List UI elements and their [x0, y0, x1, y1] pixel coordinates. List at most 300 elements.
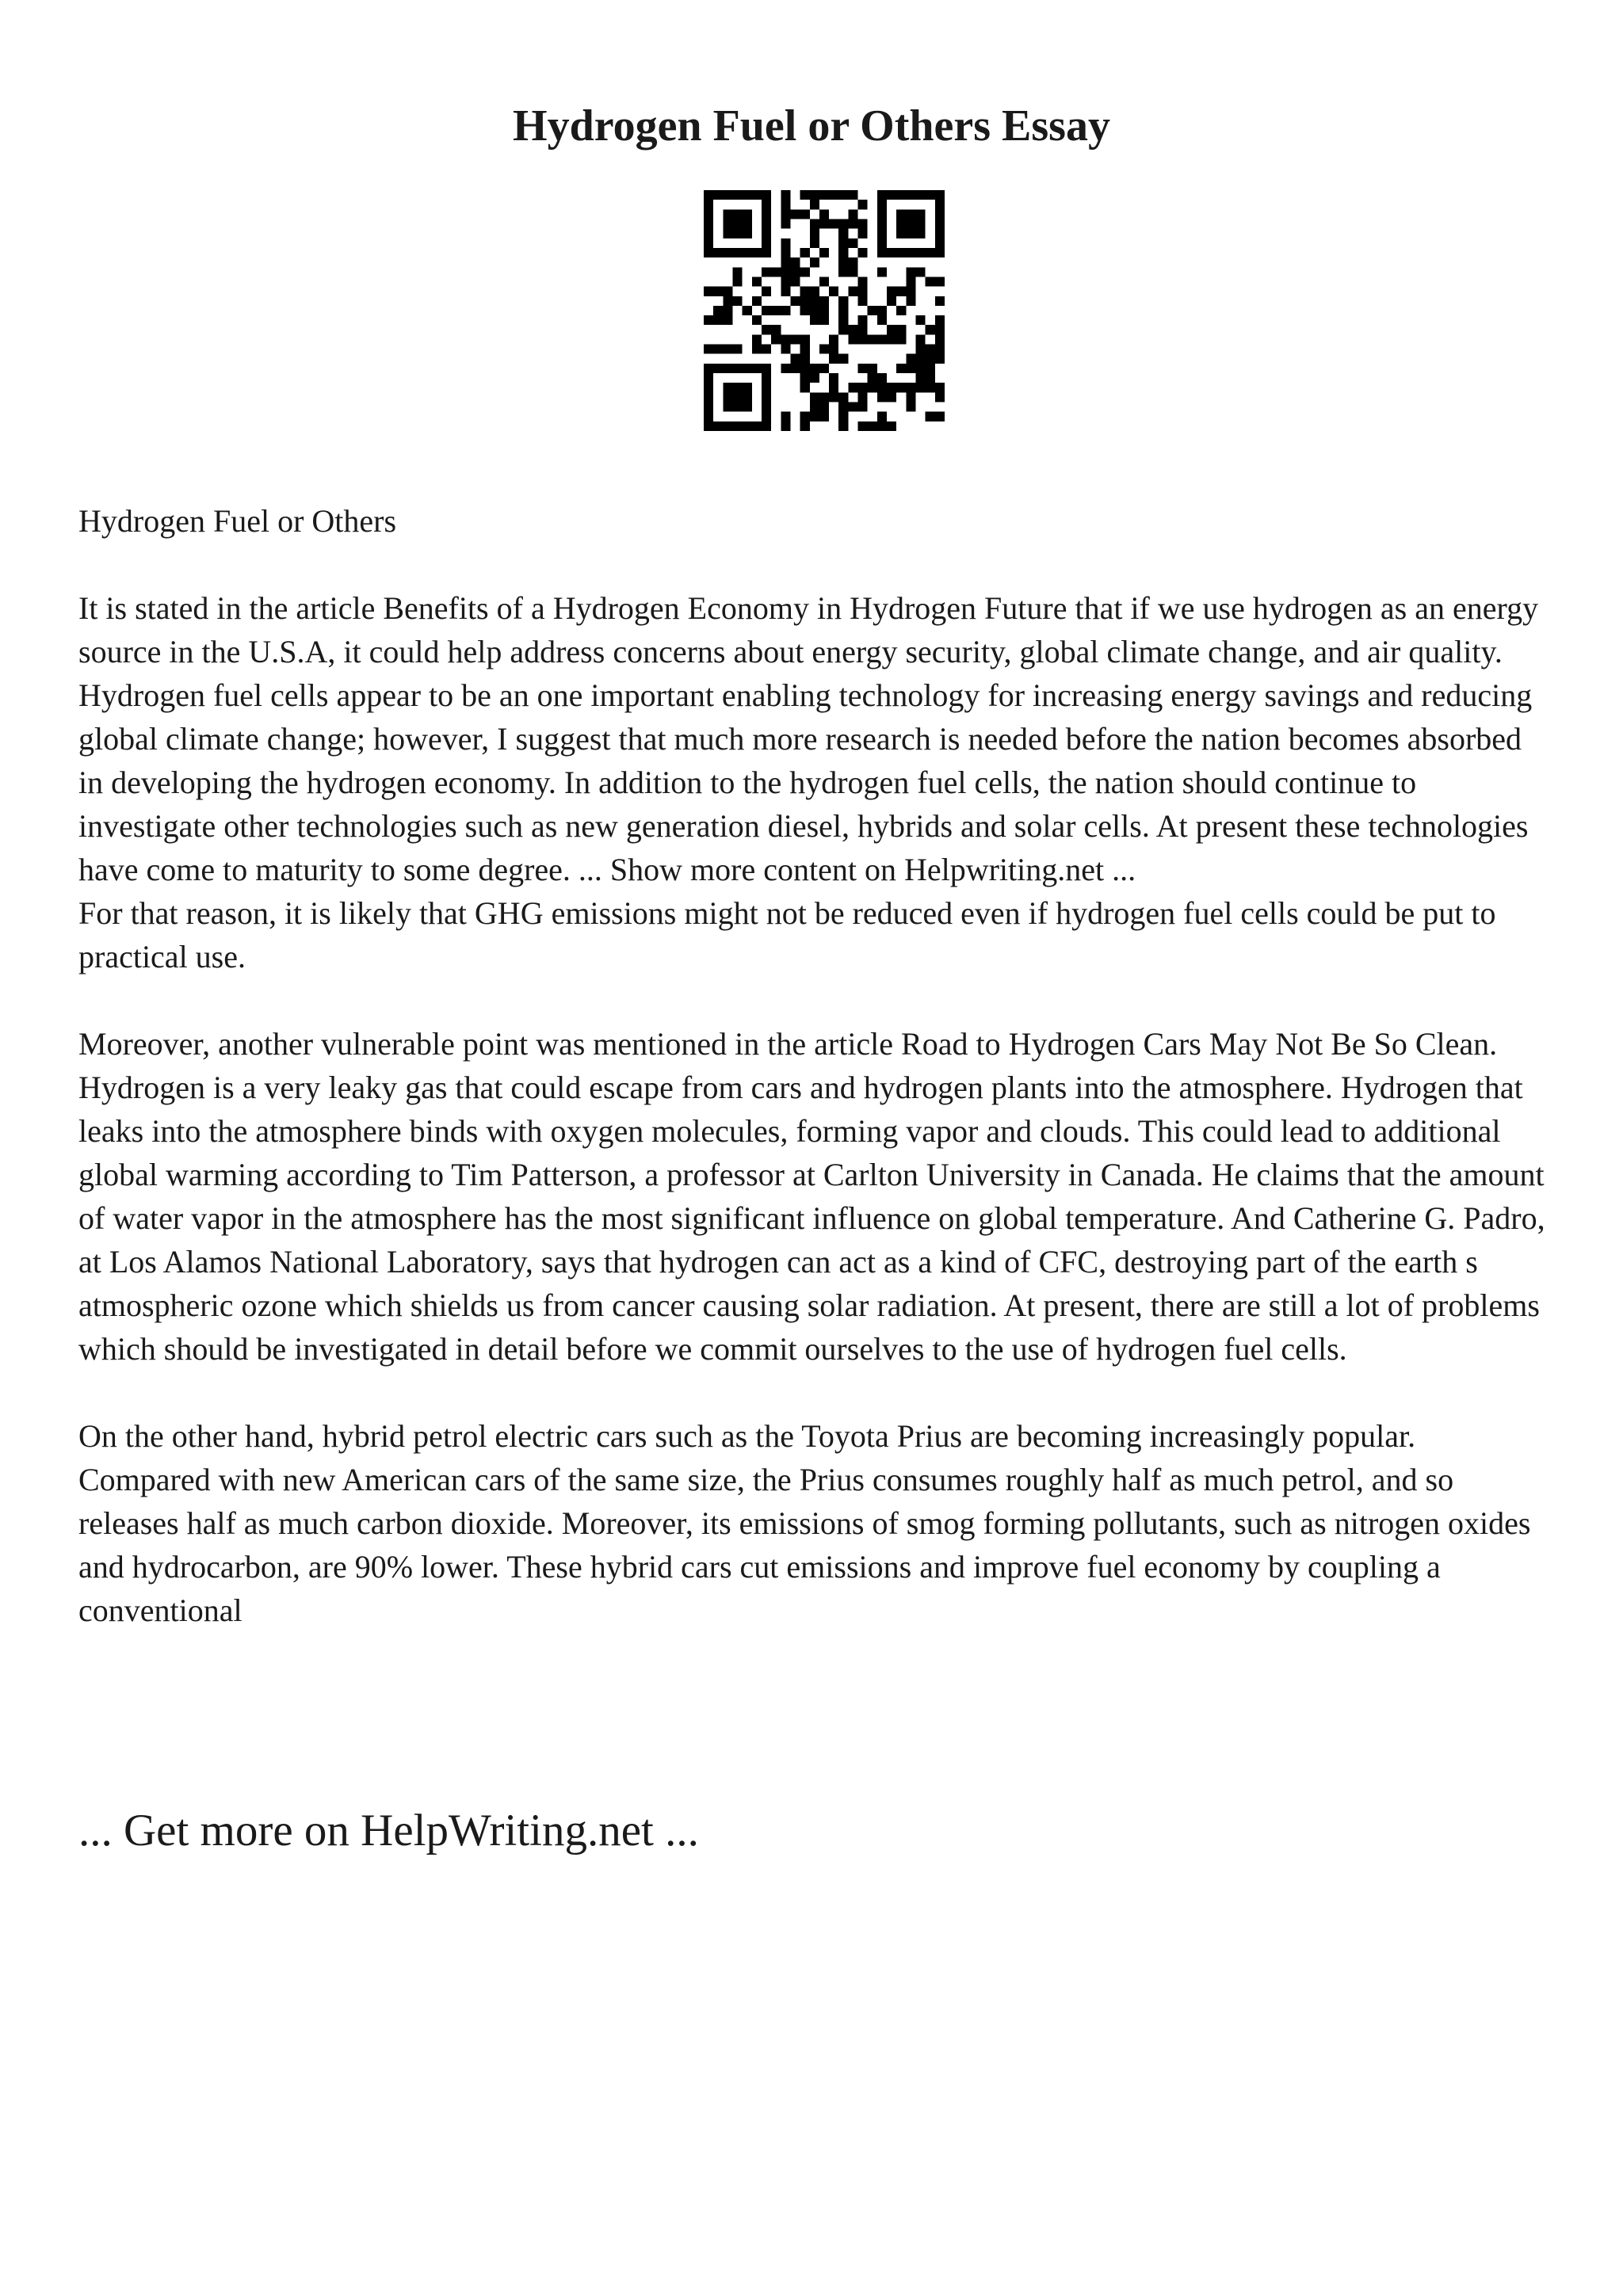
- qr-module: [829, 219, 838, 228]
- qr-module: [906, 402, 915, 412]
- qr-module: [935, 296, 945, 306]
- qr-module: [704, 209, 713, 219]
- qr-module: [810, 412, 819, 421]
- qr-module: [790, 354, 800, 364]
- qr-module: [819, 190, 829, 200]
- qr-module: [916, 354, 926, 364]
- qr-module: [838, 190, 848, 200]
- qr-module: [887, 287, 896, 296]
- show-more-link[interactable]: ... Show more content on Helpwriting.net ...: [578, 852, 1136, 887]
- qr-module: [887, 383, 896, 392]
- qr-module: [887, 334, 896, 344]
- qr-module: [829, 354, 838, 364]
- qr-module: [800, 373, 810, 383]
- qr-module: [704, 383, 713, 392]
- qr-module: [819, 306, 829, 315]
- qr-module: [916, 373, 926, 383]
- qr-module: [743, 383, 752, 392]
- qr-module: [790, 257, 800, 267]
- qr-module: [732, 277, 742, 286]
- qr-module: [723, 219, 732, 228]
- qr-module: [838, 392, 848, 402]
- qr-module: [800, 334, 810, 344]
- qr-module: [926, 277, 935, 286]
- qr-module: [916, 248, 926, 257]
- qr-module: [781, 277, 790, 286]
- qr-module: [781, 238, 790, 248]
- qr-module: [800, 421, 810, 431]
- qr-module: [762, 190, 771, 200]
- qr-module: [732, 248, 742, 257]
- qr-module: [800, 383, 810, 392]
- qr-module: [896, 248, 906, 257]
- qr-module: [800, 209, 810, 219]
- qr-module: [887, 325, 896, 334]
- qr-module: [858, 392, 868, 402]
- qr-module: [752, 248, 762, 257]
- qr-module: [906, 229, 915, 238]
- qr-module: [771, 325, 781, 334]
- qr-module: [732, 345, 742, 354]
- qr-module: [752, 296, 762, 306]
- qr-module: [819, 277, 829, 286]
- qr-module: [819, 364, 829, 373]
- qr-module: [732, 229, 742, 238]
- qr-module: [781, 209, 790, 219]
- qr-module: [848, 287, 857, 296]
- qr-module: [762, 248, 771, 257]
- qr-module: [743, 421, 752, 431]
- essay-paragraph-2: For that reason, it is likely that GHG emissions might not be reduced even if hydrogen fuel cells could be put to practical use.: [78, 895, 1496, 974]
- qr-module: [838, 257, 848, 267]
- qr-module: [704, 412, 713, 421]
- qr-module: [848, 209, 857, 219]
- qr-module: [790, 209, 800, 219]
- qr-module: [704, 392, 713, 402]
- qr-module: [743, 229, 752, 238]
- qr-module: [743, 219, 752, 228]
- qr-module: [752, 421, 762, 431]
- qr-module: [829, 287, 838, 296]
- qr-module: [781, 345, 790, 354]
- qr-module: [800, 306, 810, 315]
- qr-module: [858, 200, 868, 209]
- qr-module: [858, 287, 868, 296]
- qr-module: [800, 364, 810, 373]
- qr-module: [829, 190, 838, 200]
- qr-module: [723, 392, 732, 402]
- qr-module: [868, 334, 877, 344]
- qr-module: [906, 277, 915, 286]
- qr-module: [723, 364, 732, 373]
- qr-module: [926, 248, 935, 257]
- qr-module: [935, 392, 945, 402]
- qr-module: [877, 421, 887, 431]
- qr-module: [810, 200, 819, 209]
- qr-module: [790, 267, 800, 277]
- qr-module: [916, 334, 926, 344]
- qr-module: [810, 287, 819, 296]
- essay-paragraph-1: [78, 586, 1552, 891]
- qr-module: [704, 402, 713, 412]
- qr-module: [916, 267, 926, 277]
- qr-module: [877, 219, 887, 228]
- qr-module: [926, 364, 935, 373]
- qr-module: [752, 190, 762, 200]
- qr-module: [713, 287, 723, 296]
- qr-module: [829, 392, 838, 402]
- qr-module: [810, 229, 819, 238]
- qr-module: [762, 219, 771, 228]
- qr-module: [810, 257, 819, 267]
- essay-body: [78, 499, 1552, 1676]
- qr-module: [762, 238, 771, 248]
- qr-module: [848, 238, 857, 248]
- qr-module: [704, 190, 713, 200]
- qr-module: [810, 392, 819, 402]
- qr-module: [935, 200, 945, 209]
- qr-module: [848, 190, 857, 200]
- qr-module: [906, 296, 915, 306]
- qr-module: [762, 325, 771, 334]
- qr-module: [752, 364, 762, 373]
- qr-module: [723, 402, 732, 412]
- qr-module: [838, 325, 848, 334]
- qr-module: [723, 306, 732, 315]
- qr-module: [743, 248, 752, 257]
- qr-module: [704, 200, 713, 209]
- qr-module: [926, 412, 935, 421]
- qr-module: [781, 364, 790, 373]
- qr-module: [713, 190, 723, 200]
- qr-module: [762, 392, 771, 402]
- qr-module: [916, 315, 926, 325]
- qr-module: [762, 364, 771, 373]
- qr-module: [752, 315, 762, 325]
- qr-module: [896, 209, 906, 219]
- qr-module: [877, 383, 887, 392]
- qr-module: [848, 402, 857, 412]
- qr-module: [868, 421, 877, 431]
- qr-module: [771, 306, 781, 315]
- qr-module: [877, 373, 887, 383]
- qr-module: [838, 354, 848, 364]
- qr-module: [906, 219, 915, 228]
- qr-module: [858, 402, 868, 412]
- qr-module: [771, 267, 781, 277]
- qr-module: [858, 364, 868, 373]
- essay-paragraph-4: On the other hand, hybrid petrol electric cars such as the Toyota Prius are becoming increasingly popular. Compared with new American cars of the same size, the Prius consumes roughly half as much petrol, and so releases half as much carbon dioxide. Moreover, its emissions of smog forming pollutants, such as nitrogen oxides and hydrocarbon, are 90% lower. These hybrid cars cut emissions and improve fuel economy by coupling a conventional: [78, 1418, 1531, 1628]
- qr-module: [800, 296, 810, 306]
- qr-module: [935, 334, 945, 344]
- qr-module: [916, 345, 926, 354]
- qr-module: [781, 287, 790, 296]
- qr-module: [790, 296, 800, 306]
- qr-module: [906, 267, 915, 277]
- qr-module: [877, 267, 887, 277]
- qr-module: [877, 229, 887, 238]
- qr-module: [858, 248, 868, 257]
- qr-module: [848, 325, 857, 334]
- qr-module: [935, 354, 945, 364]
- qr-module: [723, 315, 732, 325]
- qr-module: [743, 392, 752, 402]
- qr-module: [704, 248, 713, 257]
- qr-module: [838, 267, 848, 277]
- get-more-link[interactable]: ... Get more on HelpWriting.net ...: [78, 1806, 699, 1855]
- qr-module: [838, 306, 848, 315]
- qr-module: [781, 248, 790, 257]
- qr-module: [838, 412, 848, 421]
- qr-module: [800, 267, 810, 277]
- qr-module: [916, 190, 926, 200]
- qr-module: [848, 219, 857, 228]
- qr-module: [732, 267, 742, 277]
- qr-module: [848, 383, 857, 392]
- qr-module: [819, 412, 829, 421]
- qr-module: [858, 296, 868, 306]
- qr-module: [732, 209, 742, 219]
- qr-module: [800, 412, 810, 421]
- qr-module: [887, 296, 896, 306]
- qr-module: [896, 190, 906, 200]
- qr-module: [781, 334, 790, 344]
- qr-module: [838, 229, 848, 238]
- qr-module: [732, 421, 742, 431]
- qr-module: [819, 392, 829, 402]
- qr-module: [723, 229, 732, 238]
- qr-module: [868, 373, 877, 383]
- qr-module: [762, 287, 771, 296]
- qr-module: [829, 383, 838, 392]
- qr-module: [800, 345, 810, 354]
- qr-module: [723, 248, 732, 257]
- qr-module: [704, 229, 713, 238]
- qr-module: [896, 219, 906, 228]
- qr-module: [935, 229, 945, 238]
- qr-module: [935, 277, 945, 286]
- qr-module: [935, 383, 945, 392]
- qr-module: [838, 238, 848, 248]
- qr-module: [858, 229, 868, 238]
- qr-code-icon[interactable]: [704, 190, 945, 431]
- qr-module: [877, 238, 887, 248]
- qr-module: [743, 364, 752, 373]
- qr-module: [790, 364, 800, 373]
- qr-module: [810, 315, 819, 325]
- qr-module: [800, 354, 810, 364]
- qr-module: [732, 402, 742, 412]
- qr-module: [810, 373, 819, 383]
- qr-module: [838, 315, 848, 325]
- qr-module: [752, 334, 762, 344]
- qr-module: [916, 229, 926, 238]
- qr-module: [896, 364, 906, 373]
- qr-module: [858, 334, 868, 344]
- qr-module: [713, 364, 723, 373]
- qr-module: [762, 383, 771, 392]
- qr-module: [926, 354, 935, 364]
- qr-module: [819, 248, 829, 257]
- qr-module: [810, 238, 819, 248]
- qr-module: [877, 200, 887, 209]
- qr-module: [762, 345, 771, 354]
- qr-module: [781, 306, 790, 315]
- qr-module: [781, 219, 790, 228]
- qr-module: [935, 325, 945, 334]
- qr-module: [935, 209, 945, 219]
- qr-module: [877, 315, 887, 325]
- qr-module: [906, 190, 915, 200]
- qr-module: [752, 345, 762, 354]
- qr-module: [896, 229, 906, 238]
- qr-module: [858, 277, 868, 286]
- qr-module: [935, 248, 945, 257]
- qr-module: [723, 209, 732, 219]
- qr-module: [906, 364, 915, 373]
- qr-module: [732, 383, 742, 392]
- qr-module: [732, 364, 742, 373]
- qr-module: [887, 392, 896, 402]
- qr-module: [935, 412, 945, 421]
- qr-module: [771, 334, 781, 344]
- qr-module: [819, 402, 829, 412]
- qr-module: [704, 315, 713, 325]
- qr-module: [935, 190, 945, 200]
- qr-module: [762, 267, 771, 277]
- qr-module: [868, 306, 877, 315]
- page-title: Hydrogen Fuel or Others Essay: [513, 101, 1110, 151]
- qr-module: [762, 402, 771, 412]
- essay-paragraph-1-text: It is stated in the article Benefits of a Hydrogen Economy in Hydrogen Future that if we use hydrogen as an energy source in the U.S.A, it could help address concerns about energy security, global climate change, and air quality. Hydrogen fuel cells appear to be an one important enabling technology for increasing energy savings and reducing global climate change; however, I suggest that much more research is needed before the nation becomes absorbed in developing the hydrogen economy. In addition to the hydrogen fuel cells, the nation should continue to investigate other technologies such as new generation diesel, hybrids and solar cells. At present these technologies have come to maturity to some degree.: [78, 590, 1539, 887]
- qr-module: [868, 383, 877, 392]
- qr-module: [896, 383, 906, 392]
- qr-module: [810, 296, 819, 306]
- qr-module: [819, 209, 829, 219]
- qr-module: [704, 287, 713, 296]
- qr-module: [877, 306, 887, 315]
- qr-module: [838, 248, 848, 257]
- qr-module: [810, 190, 819, 200]
- qr-module: [713, 345, 723, 354]
- qr-module: [704, 238, 713, 248]
- qr-module: [704, 345, 713, 354]
- qr-module: [723, 345, 732, 354]
- qr-module: [887, 421, 896, 431]
- qr-module: [829, 373, 838, 383]
- qr-module: [819, 219, 829, 228]
- qr-module: [713, 306, 723, 315]
- qr-module: [887, 190, 896, 200]
- qr-module: [743, 402, 752, 412]
- qr-module: [800, 248, 810, 257]
- qr-module: [819, 345, 829, 354]
- qr-module: [732, 392, 742, 402]
- qr-module: [819, 296, 829, 306]
- qr-module: [906, 209, 915, 219]
- qr-module: [877, 248, 887, 257]
- qr-module: [762, 209, 771, 219]
- qr-module: [838, 219, 848, 228]
- qr-module: [906, 392, 915, 402]
- qr-module: [723, 296, 732, 306]
- qr-module: [848, 257, 857, 267]
- qr-module: [916, 209, 926, 219]
- qr-module: [781, 200, 790, 209]
- qr-module: [916, 383, 926, 392]
- qr-module: [762, 373, 771, 383]
- qr-module: [781, 257, 790, 267]
- qr-module: [935, 315, 945, 325]
- qr-module: [926, 325, 935, 334]
- qr-module: [935, 219, 945, 228]
- qr-module: [858, 383, 868, 392]
- qr-module: [829, 345, 838, 354]
- qr-module: [906, 287, 915, 296]
- qr-module: [723, 421, 732, 431]
- qr-module: [935, 238, 945, 248]
- qr-module: [743, 306, 752, 315]
- qr-module: [838, 296, 848, 306]
- qr-module: [810, 219, 819, 228]
- qr-module: [732, 190, 742, 200]
- qr-module: [935, 345, 945, 354]
- qr-module: [790, 334, 800, 344]
- qr-module: [743, 190, 752, 200]
- qr-module: [887, 248, 896, 257]
- qr-module: [781, 190, 790, 200]
- qr-module: [926, 190, 935, 200]
- qr-module: [877, 392, 887, 402]
- qr-module: [800, 190, 810, 200]
- qr-module: [762, 306, 771, 315]
- qr-module: [926, 373, 935, 383]
- qr-module: [762, 421, 771, 431]
- qr-module: [790, 277, 800, 286]
- qr-module: [781, 412, 790, 421]
- qr-module: [896, 287, 906, 296]
- qr-module: [926, 345, 935, 354]
- qr-module: [713, 315, 723, 325]
- qr-module: [896, 306, 906, 315]
- qr-module: [848, 267, 857, 277]
- qr-module: [752, 277, 762, 286]
- qr-module: [877, 412, 887, 421]
- qr-module: [810, 364, 819, 373]
- qr-module: [723, 287, 732, 296]
- qr-module: [848, 334, 857, 344]
- qr-module: [858, 421, 868, 431]
- qr-module: [762, 412, 771, 421]
- qr-module: [858, 325, 868, 334]
- qr-module: [713, 421, 723, 431]
- qr-module: [800, 287, 810, 296]
- qr-module: [896, 334, 906, 344]
- qr-module: [743, 209, 752, 219]
- qr-module: [723, 383, 732, 392]
- qr-module: [877, 190, 887, 200]
- qr-module: [868, 364, 877, 373]
- essay-paragraph-3: Moreover, another vulnerable point was mentioned in the article Road to Hydrogen Cars May Not Be So Clean. Hydrogen is a very leaky gas that could escape from cars and hydrogen plants into the atmosphere. Hydrogen that leaks into the atmosphere binds with oxygen molecules, forming vapor and clouds. This could lead to additional global warming according to Tim Patterson, a professor at Carlton University in Canada. He claims that the amount of water vapor in the atmosphere has the most significant influence on global temperature. And Catherine G. Padro, at Los Alamos National Laboratory, says that hydrogen can act as a kind of CFC, destroying part of the earth s atmospheric ozone which shields us from cancer causing solar radiation. At present, there are still a lot of problems which should be investigated in detail before we commit ourselves to the use of hydrogen fuel cells.: [78, 1026, 1545, 1367]
- qr-module: [906, 354, 915, 364]
- qr-module: [732, 219, 742, 228]
- qr-module: [906, 248, 915, 257]
- qr-module: [916, 219, 926, 228]
- qr-module: [704, 373, 713, 383]
- qr-module: [877, 334, 887, 344]
- qr-module: [858, 219, 868, 228]
- qr-module: [896, 325, 906, 334]
